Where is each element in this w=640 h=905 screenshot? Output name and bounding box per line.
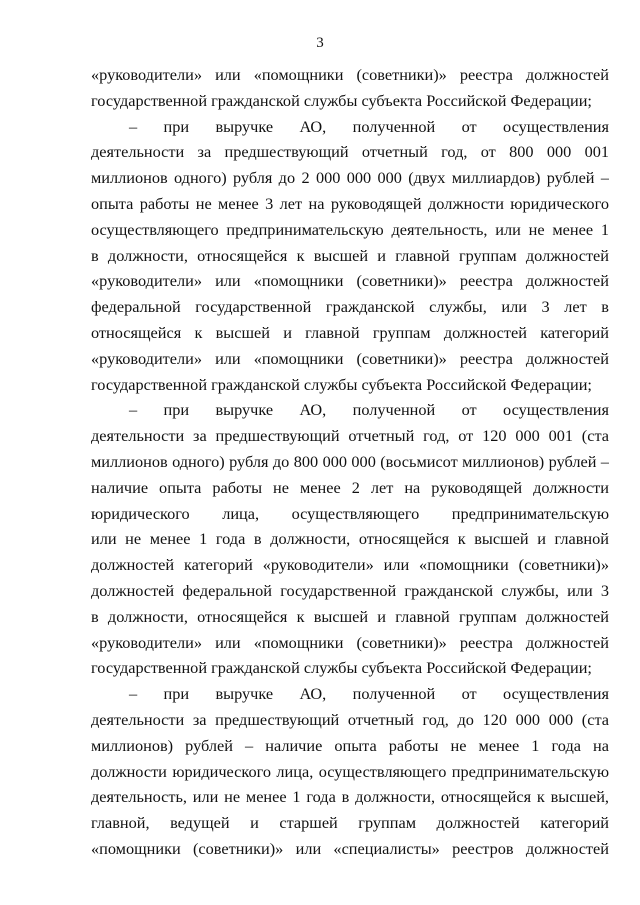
text-line: в должности, относящейся к высшей и главной группам должностей [91,245,609,265]
text-line: государственной гражданской службы субъекта Российской Федерации; [91,374,592,394]
body-text [91,62,609,862]
text-line: «руководители» или «помощники (советники)» реестра должностей [91,632,609,652]
text-line: относящейся к высшей и главной группам должностей категорий [91,322,609,342]
text-line: «помощники (советники)» или «специалисты» реестров должностей [91,838,609,858]
text-line: юридического лица, осуществляющего предпринимательскую [91,503,609,523]
text-line: должности юридического лица, осуществляющего предпринимательскую [91,761,609,781]
text-line: или не менее 1 года в должности, относящейся к высшей и главной [91,529,609,549]
text-line: должностей федеральной государственной гражданской службы, или 3 [91,580,609,600]
text-line: федеральной государственной гражданской службы, или 3 лет в [91,297,609,317]
text-line: государственной гражданской службы субъекта Российской Федерации; [91,90,592,110]
text-line: «руководители» или «помощники (советники)» реестра должностей [91,348,609,368]
text-line: миллионов одного) рубля до 800 000 000 (восьмисот миллионов) рублей – [91,451,609,471]
text-line: наличие опыта работы не менее 2 лет на руководящей должности [91,477,609,497]
text-line: государственной гражданской службы субъекта Российской Федерации; [91,658,592,678]
text-line: – при выручке АО, полученной от осуществления [129,116,609,136]
text-line: осуществляющего предпринимательскую деятельность, или не менее 1 [91,219,609,239]
text-line: миллионов) рублей – наличие опыта работы не менее 1 года на [91,735,609,755]
page-number: 3 [316,35,324,51]
text-line: должностей категорий «руководители» или «помощники (советники)» [91,555,609,575]
text-line: деятельности за предшествующий отчетный год, от 800 000 001 [91,142,609,162]
text-line: – при выручке АО, полученной от осуществления [129,684,609,704]
text-line: деятельности за предшествующий отчетный год, до 120 000 000 (ста [91,709,609,729]
text-line: «руководители» или «помощники (советники)» реестра должностей [91,271,609,291]
text-line: деятельности за предшествующий отчетный год, от 120 000 001 (ста [91,426,609,446]
text-line: миллионов одного) рубля до 2 000 000 000 (двух миллиардов) рублей – [91,168,609,188]
text-line: главной, ведущей и старшей группам должностей категорий [91,813,609,833]
text-line: деятельность, или не менее 1 года в должности, относящейся к высшей, [91,787,609,807]
text-line: опыта работы не менее 3 лет на руководящей должности юридического [91,193,609,213]
text-line: «руководители» или «помощники (советники)» реестра должностей [91,65,609,84]
text-line: – при выручке АО, полученной от осуществления [129,400,609,420]
text-line: в должности, относящейся к высшей и главной группам должностей [91,606,609,626]
